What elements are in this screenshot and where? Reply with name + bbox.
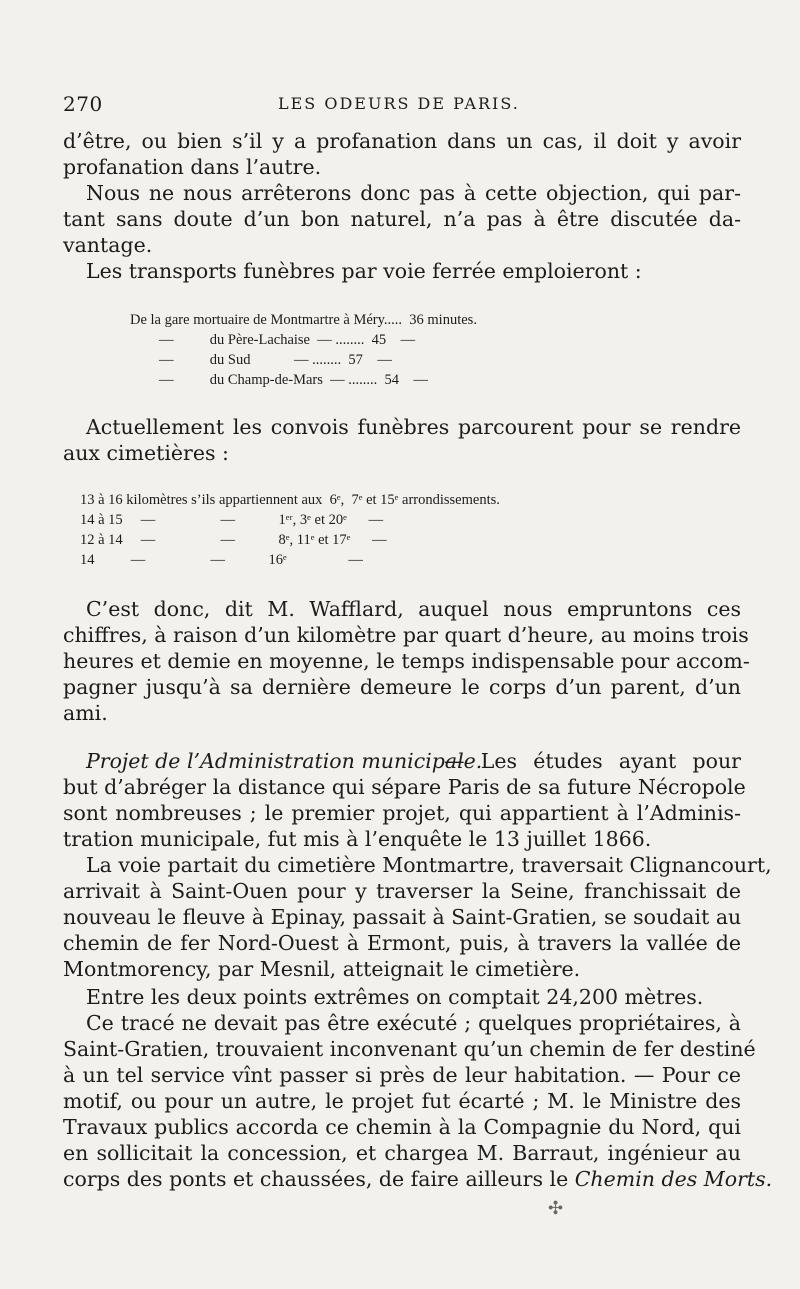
text-line: vantage. [63,233,153,257]
table-row: 14 — — 16ᵉ — [80,552,363,568]
table-row: — du Sud — ........ 57 — [130,352,392,368]
text-line: sont nombreuses ; le premier projet, qui appartient à l’Adminis- [63,801,741,825]
table-row: — du Père-Lachaise — ........ 45 — [130,332,416,348]
text-line: Saint-Gratien, trouvaient inconvenant qu’un chemin de fer destiné [63,1037,756,1061]
table-row: 13 à 16 kilomètres s’ils appartiennent aux 6ᵉ, 7ᵉ et 15ᵉ arrondissements. [80,492,500,508]
section-title-text: Projet de l’Administration municipale. [86,749,483,773]
text-line-final [63,1166,773,1192]
ornament-icon: ✣ [548,1198,564,1219]
text-line: C’est donc, dit M. Wafflard, auquel nous empruntons ces [86,597,741,621]
table-row: 12 à 14 — — 8ᵉ, 11ᵉ et 17ᵉ — [80,532,387,548]
text-line: en sollicitait la concession, et chargea M. Barraut, ingénieur au [63,1141,741,1165]
text-line: motif, ou pour un autre, le projet fut écarté ; M. le Ministre des [63,1089,741,1113]
table-row: 14 à 15 — — 1ᵉʳ, 3ᵉ et 20ᵉ — [80,512,384,528]
text-line: chiffres, à raison d’un kilomètre par quart d’heure, au moins trois [63,623,749,647]
text-line: aux cimetières : [63,441,229,465]
text-line: tant sans doute d’un bon naturel, n’a pas à être discutée da- [63,207,741,231]
text-line: chemin de fer Nord-Ouest à Ermont, puis, à travers la vallée de [63,931,741,955]
text-line: nouveau le fleuve à Epinay, passait à Saint-Gratien, se soudait au [63,905,742,929]
text-line: Actuellement les convois funèbres parcourent pour se rendre [86,415,741,439]
text-line: arrivait à Saint-Ouen pour y traverser la Seine, franchissait de [63,879,741,903]
text-line: La voie partait du cimetière Montmartre, traversait Clignancourt, [86,853,772,877]
page-header [63,92,743,118]
italic-term: Chemin des Morts. [574,1167,773,1191]
section-title [86,748,483,774]
text-line: tration municipale, fut mis à l’enquête le 13 juillet 1866. [63,827,652,851]
text-line: Travaux publics accorda ce chemin à la Compagnie du Nord, qui [63,1115,741,1139]
text-line: corps des ponts et chaussées, de faire ailleurs le [63,1167,569,1191]
text-line: d’être, ou bien s’il y a profanation dans un cas, il doit y avoir [63,129,741,153]
text-line: — Les études ayant pour [444,749,741,773]
text-line: pagner jusqu’à sa dernière demeure le corps d’un parent, d’un [63,675,741,699]
table-row: — du Champ-de-Mars — ........ 54 — [130,372,429,388]
running-title: LES ODEURS DE PARIS. [278,94,520,113]
text-line: Entre les deux points extrêmes on comptait 24,200 mètres. [86,985,704,1009]
text-line: Nous ne nous arrêterons donc pas à cette objection, qui par- [86,181,741,205]
text-line: heures et demie en moyenne, le temps indispensable pour accom- [63,649,750,673]
text-line: à un tel service vînt passer si près de leur habitation. — Pour ce [63,1063,741,1087]
text-line: ami. [63,701,108,725]
text-line: Montmorency, par Mesnil, atteignait le cimetière. [63,957,581,981]
text-line: Ce tracé ne devait pas être exécuté ; quelques propriétaires, à [86,1011,741,1035]
table-row: De la gare mortuaire de Montmartre à Méry..... 36 minutes. [130,312,477,328]
text-line: Les transports funèbres par voie ferrée emploieront : [86,259,642,283]
page-number: 270 [63,92,103,116]
text-line: profanation dans l’autre. [63,155,322,179]
text-line: but d’abréger la distance qui sépare Paris de sa future Nécropole [63,775,746,799]
